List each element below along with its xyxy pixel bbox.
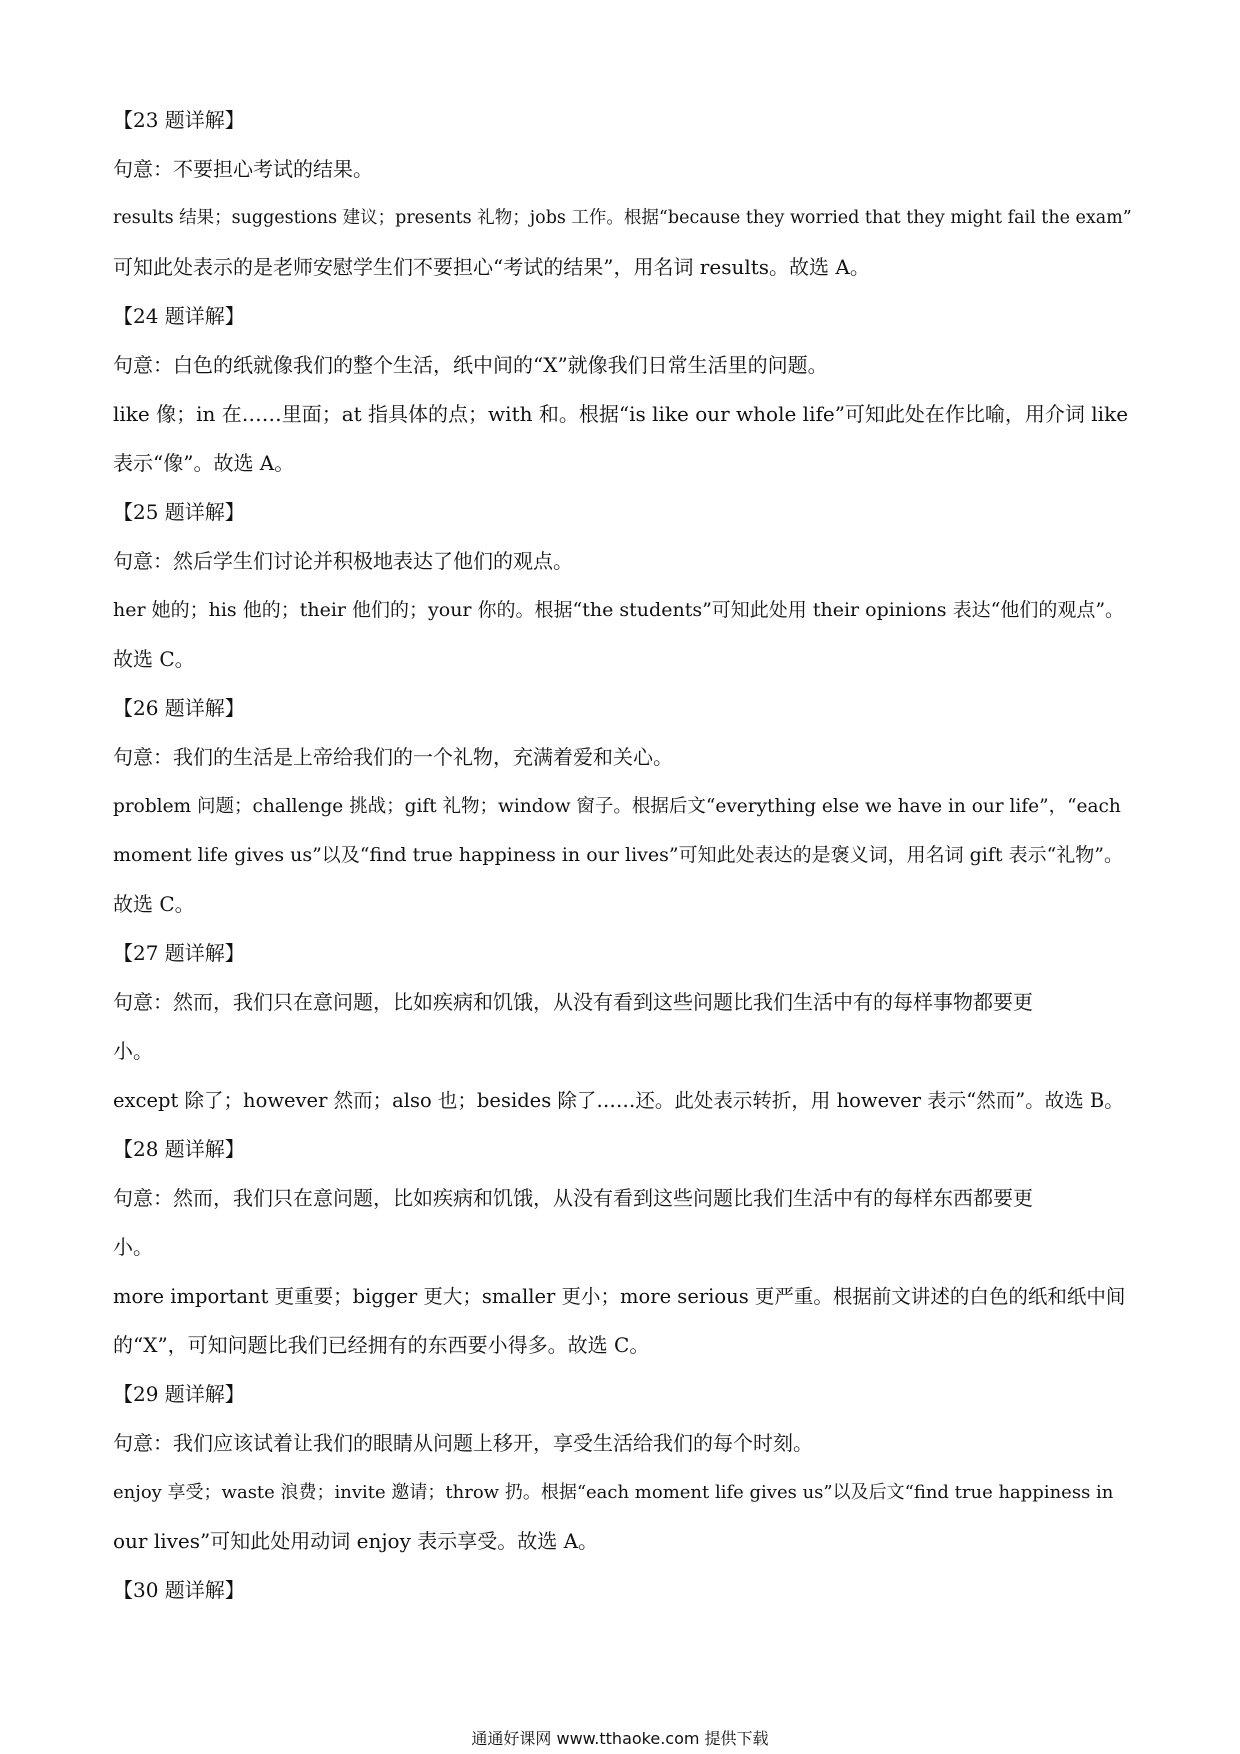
text-line: 表示“像”。故选 A。 — [113, 451, 295, 475]
text-line: results 结果；suggestions 建议；presents 礼物；jobs 工作。根据“because they worried that they might fail the exam” — [113, 208, 1132, 228]
section-heading: 【28 题详解】 — [113, 1137, 245, 1161]
text-line: 可知此处表示的是老师安慰学生们不要担心“考试的结果”，用名词 results。故选 A。 — [113, 255, 870, 279]
text-line: 句意：然而，我们只在意问题，比如疾病和饥饿，从没有看到这些问题比我们生活中有的每样事物都要更 — [113, 990, 1033, 1014]
text-line: moment life gives us”以及“find true happiness in our lives”可知此处表达的是褒义词，用名词 gift 表示“礼物”。 — [113, 844, 1124, 866]
text-line: her 她的；his 他的；their 他们的；your 你的。根据“the students”可知此处用 their opinions 表达“他们的观点”。 — [113, 599, 1125, 621]
text-line: problem 问题；challenge 挑战；gift 礼物；window 窗子。根据后文“everything else we have in our life”，“each — [113, 796, 1121, 817]
text-line: 句意：不要担心考试的结果。 — [113, 157, 373, 181]
text-line: 句意：然后学生们讨论并积极地表达了他们的观点。 — [113, 549, 573, 573]
text-line: 句意：我们的生活是上帝给我们的一个礼物，充满着爱和关心。 — [113, 745, 673, 769]
text-line: our lives”可知此处用动词 enjoy 表示享受。故选 A。 — [113, 1529, 599, 1553]
text-line: 故选 C。 — [113, 647, 195, 671]
text-line: except 除了；however 然而；also 也；besides 除了……还。此处表示转折，用 however 表示“然而”。故选 B。 — [113, 1089, 1124, 1112]
text-line: more important 更重要；bigger 更大；smaller 更小；more serious 更严重。根据前文讲述的白色的纸和纸中间 — [113, 1285, 1126, 1308]
text-line: 故选 C。 — [113, 892, 195, 916]
section-heading: 【25 题详解】 — [113, 500, 245, 524]
text-line: 的“X”，可知问题比我们已经拥有的东西要小得多。故选 C。 — [113, 1333, 650, 1357]
page-footer: 通通好课网 www.tthaoke.com 提供下载 — [471, 1729, 769, 1748]
section-heading: 【29 题详解】 — [113, 1382, 245, 1406]
text-line: 句意：然而，我们只在意问题，比如疾病和饥饿，从没有看到这些问题比我们生活中有的每样东西都要更 — [113, 1186, 1033, 1210]
text-line: enjoy 享受；waste 浪费；invite 邀请；throw 扔。根据“each moment life gives us”以及后文“find true happiness in — [113, 1482, 1114, 1503]
section-heading: 【23 题详解】 — [113, 108, 245, 132]
text-line: 句意：白色的纸就像我们的整个生活，纸中间的“X”就像我们日常生活里的问题。 — [113, 353, 828, 377]
text-line: like 像；in 在……里面；at 指具体的点；with 和。根据“is like our whole life”可知此处在作比喻，用介词 like — [113, 402, 1129, 426]
document-body — [113, 96, 1133, 1615]
section-heading: 【24 题详解】 — [113, 304, 245, 328]
text-line: 小。 — [113, 1039, 153, 1063]
section-heading: 【27 题详解】 — [113, 941, 245, 965]
section-heading: 【30 题详解】 — [113, 1578, 245, 1602]
text-line: 句意：我们应该试着让我们的眼睛从问题上移开，享受生活给我们的每个时刻。 — [113, 1431, 813, 1455]
text-line: 小。 — [113, 1235, 153, 1259]
section-heading: 【26 题详解】 — [113, 696, 245, 720]
